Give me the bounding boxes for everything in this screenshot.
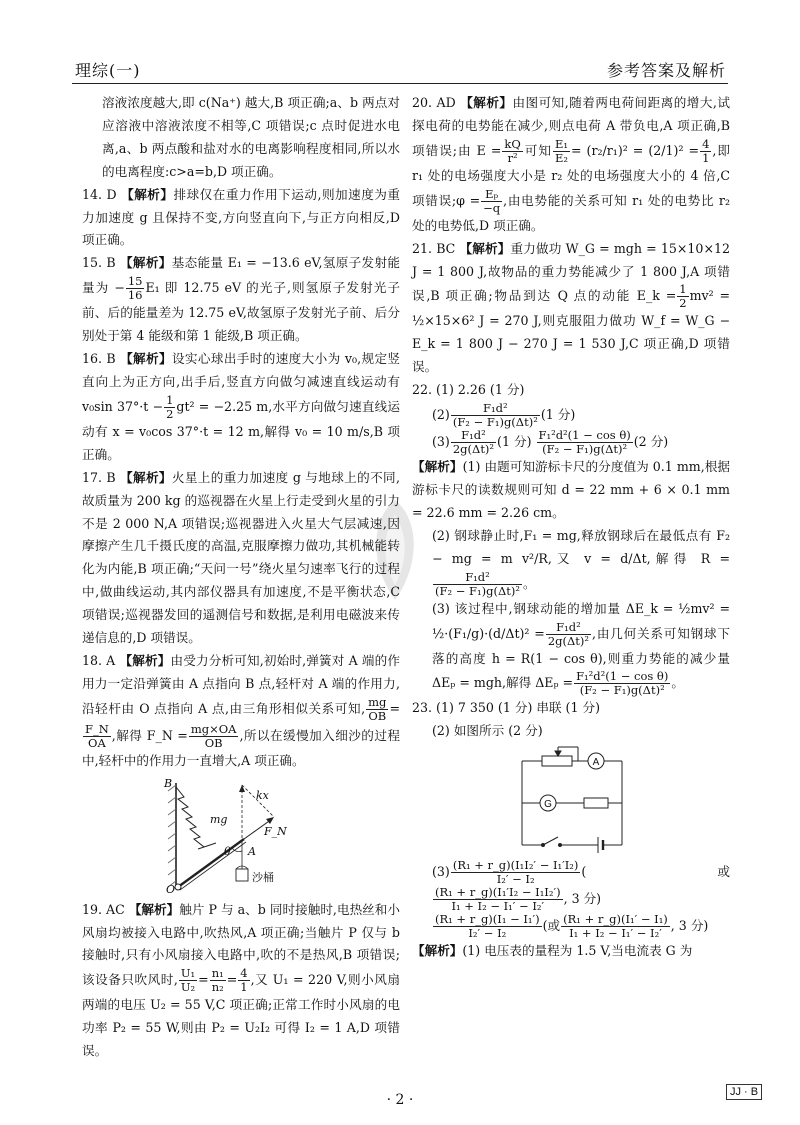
q16-head: 16. B xyxy=(82,351,116,367)
q22-2-den: (F₂ − F₁)g(Δt)² xyxy=(452,415,538,430)
q17-text: 火星上的重力加速度 g 与地球上的不同,故质量为 200 kg 的巡视器在火星上行走受到火星的引力不是 2 000 N,A 项错误;巡视器进入火星大气层减速,因摩擦产生几千摄氏度的高温,克服摩擦力做功,其机械能转化为内能,B 项正确;“天问一号”绕火星匀速率飞行的过程中,做曲线运动,其内部仪器具有加速度,不是平衡状态,C 项错误;巡视器发回的遥测信号和数据,是利用电磁波来传递信息的,D 项错误。 xyxy=(82,469,400,646)
q18-f3-num: mg×OA xyxy=(190,721,237,736)
q13-continuation: 溶液浓度越大,即 c(Na⁺) 越大,B 项正确;a、b 两点对应溶液中溶液浓度不相等,C 项错误;c 点时促进水电离,a、b 两点酸和盐对水的电离影响程度相同,所以水的电离程度:c>a=b,D 项正确。 xyxy=(102,95,400,179)
q23-3a-den: I₁ + I₂ − I₁′ − I₂′ xyxy=(451,899,545,914)
header-left-title: 理综(一) xyxy=(75,61,141,80)
q23-3-fraction xyxy=(451,859,581,886)
q22-tag: 【解析】 xyxy=(412,459,463,475)
q19-head: 19. AC xyxy=(82,901,125,917)
q20-fraction-3 xyxy=(700,138,711,165)
q20-f4-den: −q xyxy=(483,200,501,215)
q18-fraction-1 xyxy=(366,696,388,723)
header-right-title: 参考答案及解析 xyxy=(606,61,726,80)
q15-head: 15. B xyxy=(82,255,116,271)
q21-head: 21. BC xyxy=(412,240,456,256)
q18-f1-den: OB xyxy=(368,708,387,723)
q22-2-num: F₁d² xyxy=(451,402,540,416)
q23-part3 xyxy=(412,859,730,913)
q18-fraction-2 xyxy=(83,723,111,750)
q21-fraction xyxy=(677,283,688,310)
q19-f3-den: 1 xyxy=(240,980,248,995)
fig-label-O: O xyxy=(166,882,176,895)
q18-force-diagram xyxy=(158,777,308,895)
q21-frac-num: 1 xyxy=(679,282,687,297)
q14-tag: 【解析】 xyxy=(121,186,174,202)
q20-f2-den: E₂ xyxy=(554,150,568,165)
q20-fraction-1 xyxy=(502,138,522,165)
q22-part2 xyxy=(412,402,730,429)
q22-analysis-a: (1) 由题可知游标卡尺的分度值为 0.1 mm,根据游标卡尺的读数规则可知 d = 22 mm + 6 × 0.1 mm = 22.6 mm = 2.26 cm。 xyxy=(412,459,731,520)
left-column xyxy=(82,92,400,1063)
q18-f3-den: OB xyxy=(204,735,223,750)
q19-answer: 19. AC 【解析】触片 P 与 a、b 同时接触时,电热丝和小风扇均被接入电路中,吹热风,A 项正确;当触片 P 仅与 b 接触时,只有小风扇接入电路中,吹的不是热风,B 项错误;该设备只吹风时, $\frac{\text{U₁}}{\text{U₂}}$ = $\frac{\text{n₁}}{\text{n₂}}$ = $\frac{4}{1}$ ,又 U₁ = 220 V,则小风扇两端的电压 U₂ = 55 V,C 项正确;正常工作时小风扇的电功率 P₂ = 55 W,则由 P₂ = U₂I₂ 可得 I₂ = 1 A,D 项错误。 xyxy=(82,901,400,1059)
q22-c2-den: (F₂ − F₁)g(Δt)² xyxy=(579,683,665,698)
q16-fraction xyxy=(164,394,175,421)
fig-label-A: A xyxy=(248,844,256,858)
q22-b-num: F₁d² xyxy=(433,571,522,585)
q15-answer xyxy=(82,252,400,348)
q18-text-b: ,所以在缓慢加入细沙的过程中,轻杆中的作用力一直增大,A 项正确。 xyxy=(82,727,400,768)
q23-4-alt: (或 xyxy=(542,918,561,934)
q23-part1: 23. (1) 7 350 (1 分) 串联 (1 分) xyxy=(412,700,600,716)
q21-tag: 【解析】 xyxy=(459,240,511,256)
q19-f2-num: n₁ xyxy=(211,966,224,981)
q22-c-num: F₁d² xyxy=(546,621,591,635)
q18-head: 18. A xyxy=(82,652,116,668)
q23-3-end: , 3 分) xyxy=(563,891,602,907)
q21-frac-den: 2 xyxy=(679,296,687,311)
fig-label-mg: mg xyxy=(210,812,228,826)
q23-4a-den: I₁ + I₂ − I₁′ − I₂′ xyxy=(569,926,662,941)
q16-frac-num: 1 xyxy=(166,392,174,407)
q23-3-den: I₂′ − I₂ xyxy=(496,872,535,887)
q18-text-a: 由受力分析可知,初始时,弹簧对 A 端的作用力一定沿弹簧由 A 点指向 B 点,轻杆对 A 端的作用力,沿轻杆由 O 点指向 A 点,由三角形相似关系可知, xyxy=(82,652,400,716)
q23-4-fraction xyxy=(433,913,542,940)
q14-head: 14. D xyxy=(82,186,117,202)
q20-head: 20. AD xyxy=(412,95,456,110)
q14-text: 排球仅在重力作用下运动,则加速度为重力加速度 g 且保持不变,方向竖直向下,与正方向相反,D 项正确。 xyxy=(82,186,400,248)
q23-4-alt-fraction xyxy=(561,913,670,940)
header-divider xyxy=(72,83,728,84)
q22-3b-num: F₁²d²(1 − cos θ) xyxy=(538,428,631,443)
q19-fraction-2 xyxy=(210,967,226,994)
q18-f2-den: OA xyxy=(88,735,106,750)
q23-3a-num: (R₁ + r_g)(I₁′I₂ − I₁I₂′) xyxy=(435,885,561,900)
q18-eq: = xyxy=(389,700,400,716)
q15-frac-den: 16 xyxy=(127,288,143,303)
q18-f1-num: mg xyxy=(368,694,387,709)
q20-f3-num: 4 xyxy=(702,136,710,151)
q23-circuit-diagram xyxy=(512,745,632,857)
q23-4-num: (R₁ + r_g)(I₁ − I₁′) xyxy=(435,912,540,927)
q16-answer xyxy=(82,348,400,467)
q20-text-e: ,由电势能的关系可知 r₁ 处的电势比 r₂ 处的电势低,D 项正确。 xyxy=(412,192,730,233)
q19-f3-num: 4 xyxy=(240,966,248,981)
q20-text-b: 可知 xyxy=(523,142,552,158)
q22-b-end: 。 xyxy=(522,575,536,591)
q23-3-num: (R₁ + r_g)(I₁I₂′ − I₁′I₂) xyxy=(452,858,579,873)
q20-f1-den: r² xyxy=(507,150,518,165)
q22-3-mid: (1 分) xyxy=(497,434,532,450)
q22-3a-den: 2g(Δt)² xyxy=(452,442,495,457)
q21-answer xyxy=(412,238,730,380)
q23-analysis xyxy=(412,940,730,963)
q22-analysis-c2: ,由几何关系可知钢球下落的高度 h = R(1 − cos θ),则重力势能的减少量 ΔEₚ = mgh,解得 ΔEₚ = xyxy=(432,625,730,691)
q22-3-pre: (3) xyxy=(432,434,450,450)
q15-text-a: 基态能量 E₁ = −13.6 eV,氢原子发射能量为 − xyxy=(82,255,400,296)
right-column xyxy=(412,92,730,963)
fig-label-bucket: 沙桶 xyxy=(252,870,274,884)
q16-text-b: gt² = −2.25 m,水平方向做匀速直线运动有 x = v₀cos 37°·t = 12 m,解得 v₀ = 10 m/s,B 项正确。 xyxy=(82,398,400,462)
fig-label-B: B xyxy=(164,776,173,790)
q18-mid: ,解得 F_N = xyxy=(111,727,188,743)
q22-part1: 22. (1) 2.26 (1 分) xyxy=(412,382,525,398)
q23-4a-num: (R₁ + r_g)(I₁′ − I₁) xyxy=(563,912,668,927)
q17-head: 17. B xyxy=(82,469,116,485)
q22-2-pre: (2) xyxy=(432,407,450,423)
q16-frac-den: 2 xyxy=(166,406,174,421)
q16-text-a: 设实心球出手时的速度大小为 v₀,规定竖直向上为正方向,出手后,竖直方向做匀减速直线运动有 v₀sin 37°·t − xyxy=(82,351,401,414)
q22-c-fraction xyxy=(546,621,591,648)
q23-tag: 【解析】 xyxy=(412,943,463,959)
q22-3-fraction-b xyxy=(537,429,633,456)
q19-fraction-1 xyxy=(179,967,197,994)
circuit-ammeter-label: A xyxy=(592,757,600,769)
q22-b-den: (F₂ − F₁)g(Δt)² xyxy=(435,583,520,598)
q23-4-den: I₂′ − I₂ xyxy=(468,926,507,941)
q18-f2-num: F_N xyxy=(85,721,109,736)
q19-text-a: 触片 P 与 a、b 同时接触时,电热丝和小风扇均被接入电路中,吹热风,A 项正确;当触片 P 仅与 b 接触时,只有小风扇接入电路中,吹的不是热风,B 项错误;该设备只吹风时, xyxy=(82,901,400,988)
q15-frac-num: 15 xyxy=(127,274,143,289)
q22-3a-num: F₁d² xyxy=(451,429,496,443)
q19-tag: 【解析】 xyxy=(128,901,180,917)
q20-f3-den: 1 xyxy=(702,150,710,165)
q19-f1-den: U₂ xyxy=(180,980,196,995)
q22-c-end: 。 xyxy=(671,675,684,691)
q22-part3 xyxy=(412,429,730,456)
q22-2-post: (1 分) xyxy=(540,407,576,423)
q14-answer xyxy=(82,184,400,253)
q22-3b-den: (F₂ − F₁)g(Δt)² xyxy=(542,442,628,457)
fig-label-theta: θ xyxy=(224,844,231,858)
q19-fraction-3 xyxy=(238,967,249,994)
q21-text-a: 重力做功 W_G = mgh = 15×10×12 J = 1 800 J,故物品的重力势能减少了 1 800 J,A 项错误,B 项正确;物品到达 Q 点的动能 E_k = xyxy=(412,240,731,304)
fig-label-kx: kx xyxy=(256,788,269,802)
q19-f2-den: n₂ xyxy=(211,980,224,995)
q20-f2-num: E₁ xyxy=(554,136,568,151)
circuit-galvanometer-label: G xyxy=(544,799,552,811)
q22-analysis-1 xyxy=(412,456,730,525)
q20-text-d: ,即 r₁ 处的电场强度大小是 r₂ 处的电场强度大小的 4 倍,C 项错误;φ = xyxy=(412,142,730,208)
q18-fraction-3 xyxy=(189,723,239,750)
q20-text-c: = (r₂/r₁)² = (2/1)² = xyxy=(570,142,700,158)
q22-c2-fraction xyxy=(574,670,670,697)
q16-tag: 【解析】 xyxy=(120,351,172,367)
q20-f4-num: Eₚ xyxy=(481,188,502,202)
q23-3-alt: (或 xyxy=(581,864,730,880)
q15-tag: 【解析】 xyxy=(119,255,172,271)
q20-tag: 【解析】 xyxy=(460,95,513,110)
q23-3-pre: (3) xyxy=(432,864,450,880)
q15-text-b: E₁ 即 12.75 eV 的光子,则氢原子发射光子前、后的能量差为 12.75 eV,故氢原子发射光子前、后分别处于第 4 能级和第 1 能级,B 项正确。 xyxy=(82,280,400,344)
q22-b-fraction xyxy=(433,571,522,598)
q22-analysis-3 xyxy=(412,598,730,698)
q20-fraction-4 xyxy=(481,188,502,215)
q20-text-a: 由图可知,随着两电荷间距离的增大,试探电荷的电势能在减少,则点电荷 A 带负电,A 项正确,B 项错误;由 E = xyxy=(412,95,730,158)
q23-part4 xyxy=(412,913,730,940)
q22-3-post: (2 分) xyxy=(633,434,669,450)
edition-code-badge: JJ · B xyxy=(726,1084,762,1100)
q20-f1-num: kQ xyxy=(504,136,521,151)
q17-tag: 【解析】 xyxy=(120,469,172,485)
q22-2-fraction xyxy=(451,402,540,429)
q22-analysis-2 xyxy=(412,525,730,598)
q18-tag: 【解析】 xyxy=(119,652,171,668)
q22-analysis-c: (3) 该过程中,钢球动能的增加量 ΔE_k = ½mv² = ½·(F₁/g)·(d/Δt)² = xyxy=(432,600,730,641)
q18-answer xyxy=(82,650,400,773)
q23-analysis-a: (1) 电压表的量程为 1.5 V,当电流表 G 为 xyxy=(462,943,693,959)
q22-c-den: 2g(Δt)² xyxy=(547,633,590,648)
q22-analysis-b: (2) 钢球静止时,F₁ = mg,释放钢球后在最低点有 F₂ − mg = m v²/R,又 v = d/Δt,解得 R = xyxy=(432,527,730,566)
q22-c2-num: F₁²d²(1 − cos θ) xyxy=(576,669,669,684)
q23-3-alt-fraction xyxy=(433,886,563,913)
fig-label-FN: F_N xyxy=(264,824,287,838)
q22-3-fraction-a xyxy=(451,429,496,456)
q15-fraction xyxy=(126,275,145,302)
q20-fraction-2 xyxy=(553,138,570,165)
q20-answer xyxy=(412,92,730,238)
page-number: · 2 · xyxy=(386,1092,414,1108)
q19-text-b: ,又 U₁ = 220 V,则小风扇两端的电压 U₂ = 55 V,C 项正确;正常工作时小风扇的电功率 P₂ = 55 W,则由 P₂ = U₂I₂ 可得 I₂ = 1 A,D 项错误。 xyxy=(82,972,400,1059)
q23-part2: (2) 如图所示 (2 分) xyxy=(432,723,543,739)
q17-answer xyxy=(82,467,400,650)
q19-f1-num: U₁ xyxy=(180,966,196,981)
q23-4-end: , 3 分) xyxy=(670,918,709,934)
q21-text-b: mv² = ½×15×6² J = 270 J,则克服阻力做功 W_f = W_G − E_k = 1 800 J − 270 J = 1 530 J,C 项正确,D 项错误。 xyxy=(412,288,730,375)
